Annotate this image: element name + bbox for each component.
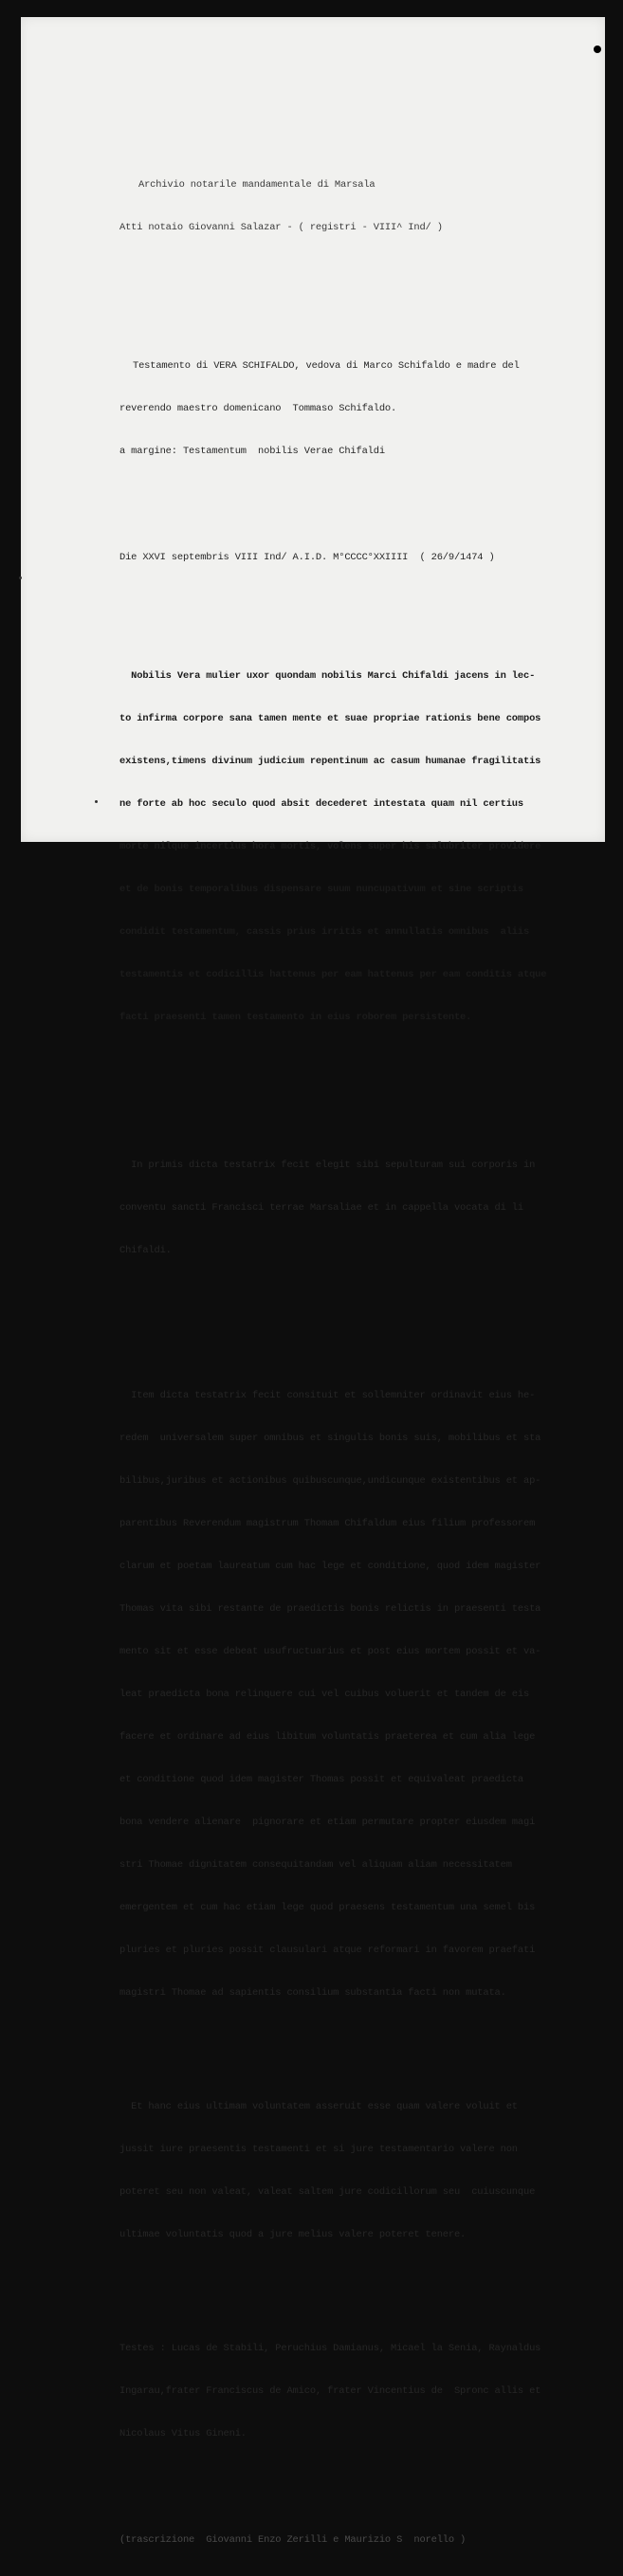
paragraph-opening [119,641,599,1053]
text-line: Chifaldi. [119,1245,172,1256]
text-line: et de bonis temporalibus dispensare suum nuncupativum et sine scriptis [119,884,523,895]
text-line: Item dicta testatrix fecit consituit et sollemniter ordinavit eius he- [119,1390,536,1401]
text-line: Nobilis Vera mulier uxor quondam nobilis Marci Chifaldi jacens in lec- [119,670,536,682]
stray-mark [19,576,22,579]
text-line: redem universalem super omnibus et singulis bonis suis, mobilibus et sta [119,1433,541,1444]
archive-line: Archivio notarile mandamentale di Marsala [138,179,376,191]
text-line: Thomas vita sibi restante de praedictis bonis relictis in praesenti testa [119,1603,541,1615]
text-line: pluries et pluries possit clausulari atque reformari in favorem praefati [119,1945,536,1956]
margin-note: a margine: Testamentum nobilis Verae Chifaldi [119,446,385,457]
text-line: bona vendere alienare pignorare et etiam permutare propter eiusdem magi [119,1817,536,1828]
document-text [119,121,599,2576]
text-line: morte nilque incertius hora mortis, volens super his salubriter providere [119,841,541,852]
text-line: Et hanc eius ultimam voluntatem asseruit esse quam valere voluit et [119,2101,518,2112]
text-line: parentibus Reverendum magistrum Thomam Chifaldum eius filium professorem [119,1518,536,1529]
text-line: Nicolaus Vitus Gineni. [119,2428,247,2439]
title-line: Testamento di VERA SCHIFALDO, vedova di Marco Schifaldo e madre del [133,360,520,372]
paragraph-heir [119,1361,599,2029]
text-line: leat praedicta bona relinquere cui vel cuibus voluerit et tandem de eis [119,1689,530,1700]
paragraph-burial [119,1130,599,1287]
text-line: In primis dicta testatrix fecit elegit sibi sepulturam sui corporis in [119,1160,536,1171]
text-line: poteret seu non valeat, valeat saltem jure codicillorum seu cuiuscunque [119,2186,536,2198]
text-line: bilibus,juribus et actionibus quibuscunque,undicunque existentibus et ap- [119,1475,541,1487]
text-line: Ingarau,frater Franciscus de Amico, frater Vincentius de Spronc allis et [119,2385,541,2397]
text-line: facere et ordinare ad eius libitum voluntatis praeterea et cum alia lege [119,1731,536,1743]
text-line: testamentis et codicillis hattenus per eam hattenus per eam conditis atque [119,969,547,980]
text-line: to infirma corpore sana tamen mente et suae propriae rationis bene compos [119,713,541,724]
archive-header [119,150,599,264]
paragraph-validity [119,2072,599,2271]
text-line: emergentem et cum hac etiam lege quod praesens testamentum una semel bis [119,1902,536,1913]
text-line: condidit testamentum, cassis prius irritis et annullatis omnibus aliis [119,926,530,938]
transcription-note: (trascrizione Giovanni Enzo Zerilli e Maurizio S norello ) [119,2534,467,2546]
text-line: et conditione quod idem magister Thomas possit et equivaleat praedicta [119,1774,523,1785]
text-line: existens,timens divinum judicium repentinum ac casum humanae fragilitatis [119,756,541,767]
text-line: conventu sancti Francisci terrae Marsaliae et in cappella vocata di li [119,1202,523,1214]
text-line: jussit iure praesentis testamenti et si jure testamentario valere non [119,2144,518,2155]
text-line: ultimae voluntatis quod a jure melius valere poteret tenere. [119,2229,467,2240]
text-line: clarum et poetam laureatum cum hac lege et conditione, quod idem magister [119,1561,541,1572]
text-line: magistri Thomae ad sapientis consilium substantia facti non mutata. [119,1987,506,1999]
text-line: Testes : Lucas de Stabili, Peruchius Damianus, Micael la Senia, Raynaldus [119,2343,541,2354]
stray-mark [95,800,98,803]
text-line: facti praesenti tamen testamento in eius roborem persistente. [119,1012,472,1023]
date-line: Die XXVI septembris VIII Ind/ A.I.D. M°CCCC°XXIIII ( 26/9/1474 ) [119,552,495,563]
acts-line: Atti notaio Giovanni Salazar - ( registri - VIII^ Ind/ ) [119,222,443,233]
document-page [21,17,605,2546]
title-line: reverendo maestro domenicano Tommaso Schifaldo. [119,403,397,414]
title-block [119,331,599,487]
text-line: mento sit et esse debeat usufructuarius et post eius mortem possit et va- [119,1646,541,1657]
witnesses-block [119,2313,599,2470]
text-line: ne forte ab hoc seculo quod absit decederet intestata quam nil certius [119,798,523,810]
text-line: stri Thomae dignitatem consequitandam vel aliquam aliam necessitatem [119,1859,512,1871]
punch-hole-mark [594,46,601,53]
